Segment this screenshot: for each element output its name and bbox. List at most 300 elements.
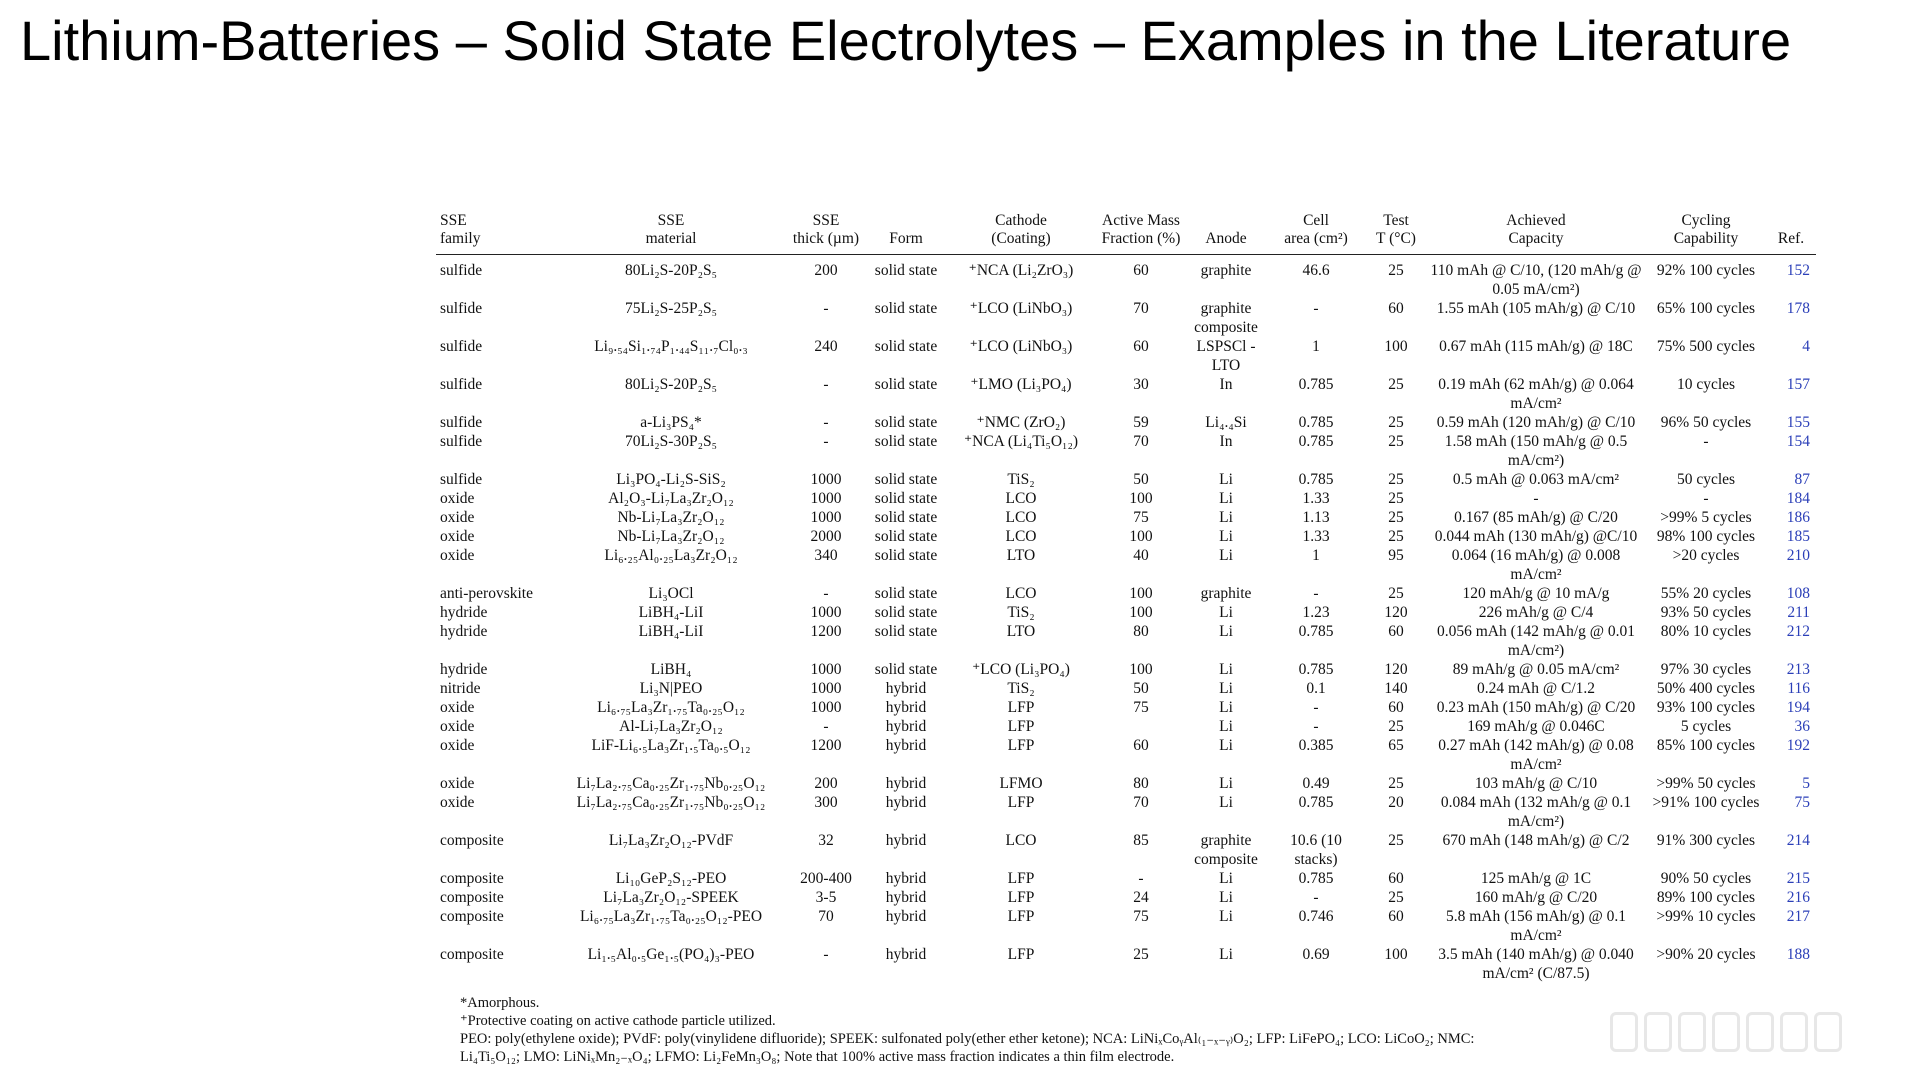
cell-cathode: TiS₂ — [1007, 604, 1035, 621]
cell-test-temperature: 25 — [1388, 471, 1404, 488]
cell-form: solid state — [874, 509, 938, 526]
cell-cycling-capability: 96% 50 cycles — [1660, 414, 1752, 431]
cell-active-mass-fraction: 60 — [1133, 737, 1149, 754]
cell-sse-thickness: - — [823, 585, 829, 602]
cell-cathode: LCO — [1005, 509, 1037, 526]
cell-active-mass-fraction: 100 — [1129, 490, 1153, 507]
cell-cell-area: 0.785 — [1298, 433, 1334, 450]
cell-anode: graphite — [1200, 585, 1252, 602]
cell-cathode: ⁺LMO (Li₃PO₄) — [970, 376, 1072, 393]
cell-ref[interactable]: 215 — [1786, 870, 1810, 887]
cell-sse-thickness: - — [823, 376, 829, 393]
table-row — [436, 698, 1816, 717]
cell-cathode: LFP — [1007, 946, 1035, 963]
cell-cathode: ⁺NMC (ZrO₂) — [976, 414, 1066, 431]
table-row — [436, 717, 1816, 736]
header-achieved-capacity — [1426, 210, 1646, 255]
cell-ref[interactable]: 188 — [1786, 946, 1810, 963]
cell-achieved-capacity: 0.167 (85 mAh/g) @ C/20 — [1454, 509, 1618, 526]
cell-sse-material: LiBH₄-LiI — [638, 623, 704, 640]
cell-ref[interactable]: 75 — [1794, 794, 1810, 811]
cell-cycling-capability: >90% 20 cycles — [1656, 946, 1756, 963]
table-row — [436, 413, 1816, 432]
cell-cell-area: 0.69 — [1302, 946, 1330, 963]
cell-sse-family: oxide — [440, 737, 475, 754]
cell-sse-family: nitride — [440, 680, 481, 697]
cell-anode: graphite — [1200, 262, 1252, 279]
cell-cell-area: 1.33 — [1302, 490, 1330, 507]
cell-sse-family: sulfide — [440, 262, 483, 279]
cell-cell-area: 0.49 — [1302, 775, 1330, 792]
cell-sse-material: 80Li₂S-20P₂S₅ — [624, 376, 717, 393]
cell-form: solid state — [874, 262, 938, 279]
cell-sse-material: Li₇La₂.₇₅Ca₀.₂₅Zr₁.₇₅Nb₀.₂₅O₁₂ — [576, 775, 766, 792]
table-row — [436, 470, 1816, 489]
cell-active-mass-fraction: 59 — [1133, 414, 1149, 431]
cell-ref[interactable]: 192 — [1786, 737, 1810, 754]
cell-ref[interactable]: 214 — [1786, 832, 1810, 849]
cell-sse-family: sulfide — [440, 376, 483, 393]
cell-form: solid state — [874, 490, 938, 507]
cell-sse-thickness: 1000 — [810, 509, 842, 526]
header-line-1: Test — [1383, 212, 1409, 229]
cell-cell-area: 0.785 — [1298, 376, 1334, 393]
cell-sse-material: LiBH₄-LiI — [638, 604, 704, 621]
cell-sse-family: composite — [440, 870, 504, 887]
cell-test-temperature: 25 — [1388, 262, 1404, 279]
cell-active-mass-fraction: 70 — [1133, 433, 1149, 450]
cell-form: hybrid — [885, 889, 927, 906]
header-line-2: Form — [889, 230, 923, 247]
cell-ref[interactable]: 152 — [1786, 262, 1810, 279]
cell-test-temperature: 25 — [1388, 509, 1404, 526]
cell-form: solid state — [874, 585, 938, 602]
cell-cycling-capability: 93% 50 cycles — [1660, 604, 1752, 621]
cell-cathode: TiS₂ — [1007, 680, 1035, 697]
cell-cycling-capability: >91% 100 cycles — [1652, 794, 1760, 811]
cell-active-mass-fraction: 75 — [1133, 908, 1149, 925]
cell-sse-material: LiF-Li₆.₅La₃Zr₁.₅Ta₀.₅O₁₂ — [591, 737, 751, 754]
cell-ref[interactable]: 185 — [1786, 528, 1810, 545]
cell-anode: In — [1219, 433, 1233, 450]
cell-cathode: ⁺NCA (Li₄Ti₅O₁₂) — [963, 433, 1079, 450]
cell-cell-area: 10.6 (10 stacks) — [1290, 832, 1342, 868]
table-row — [436, 907, 1816, 945]
cell-anode: Li — [1219, 946, 1233, 963]
cell-active-mass-fraction: 70 — [1133, 794, 1149, 811]
cell-cathode: ⁺LCO (LiNbO₃) — [969, 300, 1073, 317]
footnote-amorphous: *Amorphous. — [460, 995, 540, 1011]
cell-form: solid state — [874, 338, 938, 355]
cell-sse-family: oxide — [440, 509, 475, 526]
cell-test-temperature: 120 — [1384, 661, 1408, 678]
cell-cathode: LCO — [1005, 490, 1037, 507]
cell-sse-family: oxide — [440, 490, 475, 507]
cell-active-mass-fraction: 30 — [1133, 376, 1149, 393]
cell-sse-thickness: 1000 — [810, 661, 842, 678]
header-line-2: Capability — [1673, 230, 1739, 247]
cell-anode: Li — [1219, 509, 1233, 526]
cell-achieved-capacity: 0.044 mAh (130 mAh/g) @C/10 — [1434, 528, 1638, 545]
cell-cell-area: - — [1313, 718, 1319, 735]
cell-test-temperature: 100 — [1384, 338, 1408, 355]
cell-sse-thickness: - — [823, 414, 829, 431]
table-row — [436, 679, 1816, 698]
cell-achieved-capacity: 670 mAh (148 mAh/g) @ C/2 — [1442, 832, 1630, 849]
cell-anode: Li — [1219, 889, 1233, 906]
cell-cell-area: 0.785 — [1298, 661, 1334, 678]
cell-ref[interactable]: 178 — [1786, 300, 1810, 317]
cell-cell-area: 1.23 — [1302, 604, 1330, 621]
cell-sse-family: composite — [440, 832, 504, 849]
cell-form: hybrid — [885, 737, 927, 754]
table-row — [436, 489, 1816, 508]
header-test-temperature — [1366, 210, 1426, 255]
header-line-1: Cathode — [995, 212, 1047, 229]
cell-achieved-capacity: 110 mAh @ C/10, (120 mAh/g @ 0.05 mA/cm²) — [1430, 262, 1642, 298]
cell-cycling-capability: >99% 5 cycles — [1660, 509, 1752, 526]
cell-cell-area: - — [1313, 585, 1319, 602]
cell-active-mass-fraction: 85 — [1133, 832, 1149, 849]
cell-cathode: LFP — [1007, 889, 1035, 906]
cell-form: hybrid — [885, 870, 927, 887]
cell-ref[interactable]: 213 — [1786, 661, 1810, 678]
cell-test-temperature: 65 — [1388, 737, 1404, 754]
table-row — [436, 337, 1816, 375]
cell-form: solid state — [874, 623, 938, 640]
cell-sse-thickness: 1000 — [810, 471, 842, 488]
cell-ref[interactable]: 210 — [1786, 547, 1810, 564]
header-form — [866, 210, 946, 255]
cell-cell-area: 0.785 — [1298, 870, 1334, 887]
cell-sse-family: sulfide — [440, 300, 483, 317]
literature-table — [436, 210, 1816, 983]
cell-cell-area: 1.33 — [1302, 528, 1330, 545]
cell-cell-area: 0.385 — [1298, 737, 1334, 754]
table-row — [436, 255, 1816, 300]
table-row — [436, 831, 1816, 869]
cell-ref[interactable]: 87 — [1794, 471, 1810, 488]
cell-test-temperature: 25 — [1388, 832, 1404, 849]
cell-ref[interactable]: 217 — [1786, 908, 1810, 925]
cell-sse-thickness: 240 — [814, 338, 838, 355]
cell-cell-area: 0.746 — [1298, 908, 1334, 925]
cell-sse-thickness: 32 — [818, 832, 834, 849]
table-row — [436, 869, 1816, 888]
cell-anode: Li — [1219, 870, 1233, 887]
table-row — [436, 584, 1816, 603]
cell-cycling-capability: 75% 500 cycles — [1656, 338, 1756, 355]
cell-cycling-capability: 65% 100 cycles — [1656, 300, 1756, 317]
cell-cell-area: 1 — [1312, 547, 1320, 564]
cell-cell-area: 0.785 — [1298, 414, 1334, 431]
header-anode — [1186, 210, 1266, 255]
header-line-2: thick (µm) — [792, 230, 860, 247]
cell-cathode: LFP — [1007, 737, 1035, 754]
cell-sse-family: sulfide — [440, 433, 483, 450]
header-line-1: Active Mass — [1102, 212, 1180, 229]
cell-test-temperature: 20 — [1388, 794, 1404, 811]
cell-sse-family: hydride — [440, 661, 488, 678]
cell-sse-material: Li₃OCl — [648, 585, 694, 602]
cell-cycling-capability: >99% 10 cycles — [1656, 908, 1756, 925]
cell-sse-family: sulfide — [440, 338, 483, 355]
cell-anode: Li — [1219, 623, 1233, 640]
table-row — [436, 774, 1816, 793]
header-line-1: Cycling — [1681, 212, 1731, 229]
header-line-2: Fraction (%) — [1101, 230, 1181, 247]
cell-anode: Li — [1219, 794, 1233, 811]
cell-test-temperature: 25 — [1388, 433, 1404, 450]
cell-form: hybrid — [885, 908, 927, 925]
cell-cycling-capability: 97% 30 cycles — [1660, 661, 1752, 678]
cell-sse-family: anti-perovskite — [440, 585, 533, 602]
cell-test-temperature: 25 — [1388, 585, 1404, 602]
cell-anode: graphite composite — [1194, 300, 1258, 336]
cell-anode: In — [1219, 376, 1233, 393]
cell-achieved-capacity: 3.5 mAh (140 mAh/g) @ 0.040 mA/cm² (C/87.5) — [1438, 946, 1634, 982]
cell-cycling-capability: >99% 50 cycles — [1656, 775, 1756, 792]
header-line-2: Capacity — [1508, 230, 1564, 247]
cell-sse-family: composite — [440, 889, 504, 906]
cell-sse-thickness: - — [823, 718, 829, 735]
cell-anode: Li₄.₄Si — [1205, 414, 1247, 431]
header-cycling-capability — [1646, 210, 1766, 255]
cell-sse-family: hydride — [440, 604, 488, 621]
cell-sse-thickness: - — [823, 946, 829, 963]
cell-sse-material: Li₆.₂₅Al₀.₂₅La₃Zr₂O₁₂ — [604, 547, 738, 564]
cell-cycling-capability: >20 cycles — [1672, 547, 1740, 564]
cell-anode: Li — [1219, 661, 1233, 678]
cell-test-temperature: 60 — [1388, 699, 1404, 716]
cell-sse-family: sulfide — [440, 414, 483, 431]
cell-ref[interactable]: 4 — [1802, 338, 1810, 355]
table-row — [436, 793, 1816, 831]
cell-sse-material: a-Li₃PS₄* — [640, 414, 702, 431]
table-row — [436, 945, 1816, 983]
cell-sse-material: Al-Li₇La₃Zr₂O₁₂ — [619, 718, 723, 735]
cell-form: hybrid — [885, 718, 927, 735]
cell-achieved-capacity: 1.55 mAh (105 mAh/g) @ C/10 — [1436, 300, 1636, 317]
cell-ref[interactable]: 211 — [1787, 604, 1810, 621]
cell-test-temperature: 60 — [1388, 623, 1404, 640]
footnote-coating: ⁺Protective coating on active cathode particle utilized. — [460, 1013, 776, 1029]
cell-active-mass-fraction — [1096, 717, 1186, 736]
cell-sse-material: Li₁.₅Al₀.₅Ge₁.₅(PO₄)₃-PEO — [587, 946, 755, 963]
cell-anode: Li — [1219, 528, 1233, 545]
cell-active-mass-fraction: 24 — [1133, 889, 1149, 906]
cell-active-mass-fraction: 60 — [1133, 338, 1149, 355]
cell-sse-thickness: 340 — [814, 547, 838, 564]
cell-sse-material: 80Li₂S-20P₂S₅ — [624, 262, 717, 279]
cell-active-mass-fraction: 100 — [1129, 528, 1153, 545]
cell-test-temperature: 100 — [1384, 946, 1408, 963]
cell-active-mass-fraction: 75 — [1133, 699, 1149, 716]
cell-achieved-capacity: - — [1533, 490, 1539, 507]
cell-sse-thickness: 200 — [814, 775, 838, 792]
cell-sse-material: Li₃PO₄-Li₂S-SiS₂ — [616, 471, 726, 488]
cell-sse-family: composite — [440, 908, 504, 925]
cell-sse-thickness: 1000 — [810, 680, 842, 697]
cell-form: solid state — [874, 604, 938, 621]
cell-form: solid state — [874, 661, 938, 678]
cell-cycling-capability: 91% 300 cycles — [1656, 832, 1756, 849]
table-row — [436, 299, 1816, 337]
cell-cathode: LTO — [1006, 623, 1036, 640]
cell-cathode: LFP — [1007, 794, 1035, 811]
cell-sse-thickness: 1200 — [810, 623, 842, 640]
cell-cell-area: 1 — [1312, 338, 1320, 355]
cell-sse-material: Li₁₀GeP₂S₁₂-PEO — [615, 870, 727, 887]
cell-cycling-capability: 90% 50 cycles — [1660, 870, 1752, 887]
cell-achieved-capacity: 1.58 mAh (150 mAh/g @ 0.5 mA/cm²) — [1444, 433, 1628, 469]
cell-achieved-capacity: 120 mAh/g @ 10 mA/g — [1462, 585, 1610, 602]
cell-achieved-capacity: 0.084 mAh (132 mAh/g @ 0.1 mA/cm²) — [1440, 794, 1632, 830]
cell-active-mass-fraction: 60 — [1133, 262, 1149, 279]
cell-form: hybrid — [885, 775, 927, 792]
cell-sse-material: Li₇La₂.₇₅Ca₀.₂₅Zr₁.₇₅Nb₀.₂₅O₁₂ — [576, 794, 766, 811]
cell-form: solid state — [874, 376, 938, 393]
cell-achieved-capacity: 0.064 (16 mAh/g) @ 0.008 mA/cm² — [1451, 547, 1621, 583]
cell-ref[interactable]: 216 — [1786, 889, 1810, 906]
watermark-graphic — [1610, 1012, 1910, 1054]
cell-achieved-capacity: 0.67 mAh (115 mAh/g) @ 18C — [1439, 338, 1633, 355]
cell-sse-thickness: 1200 — [810, 737, 842, 754]
cell-cell-area: 0.785 — [1298, 471, 1334, 488]
cell-test-temperature: 25 — [1388, 528, 1404, 545]
cell-cathode: LCO — [1005, 528, 1037, 545]
header-line-2: Ref. — [1777, 230, 1805, 247]
cell-test-temperature: 140 — [1384, 680, 1408, 697]
cell-test-temperature: 60 — [1388, 300, 1404, 317]
header-active-mass-fraction — [1096, 210, 1186, 255]
cell-active-mass-fraction: 100 — [1129, 585, 1153, 602]
header-line-2: T (°C) — [1376, 230, 1416, 247]
cell-sse-thickness: - — [823, 433, 829, 450]
cell-anode: Li — [1219, 908, 1233, 925]
cell-sse-material: Li₇La₃Zr₂O₁₂-PVdF — [608, 832, 734, 849]
table-row — [436, 432, 1816, 470]
cell-cathode: ⁺LCO (LiNbO₃) — [969, 338, 1073, 355]
cell-ref[interactable]: 108 — [1786, 585, 1810, 602]
cell-test-temperature: 60 — [1388, 870, 1404, 887]
cell-anode: Li — [1219, 737, 1233, 754]
cell-cell-area: 46.6 — [1302, 262, 1330, 279]
cell-ref[interactable]: 116 — [1787, 680, 1810, 697]
table-row — [436, 603, 1816, 622]
cell-form: solid state — [874, 300, 938, 317]
cell-cathode: LFP — [1007, 718, 1035, 735]
cell-cycling-capability: - — [1703, 433, 1709, 450]
cell-cycling-capability: 93% 100 cycles — [1656, 699, 1756, 716]
cell-sse-material: LiBH₄ — [650, 661, 692, 678]
cell-cell-area: 0.785 — [1298, 794, 1334, 811]
cell-ref[interactable]: 36 — [1794, 718, 1810, 735]
cell-sse-thickness: 1000 — [810, 699, 842, 716]
cell-sse-material: Li₆.₇₅La₃Zr₁.₇₅Ta₀.₂₅O₁₂-PEO — [579, 908, 763, 925]
cell-cathode: LFP — [1007, 908, 1035, 925]
header-line-2: material — [645, 230, 697, 247]
cell-active-mass-fraction: 80 — [1133, 775, 1149, 792]
cell-achieved-capacity: 160 mAh/g @ C/20 — [1474, 889, 1598, 906]
cell-cycling-capability: 5 cycles — [1680, 718, 1732, 735]
cell-sse-thickness: 1000 — [810, 604, 842, 621]
table-body — [436, 255, 1816, 984]
header-line-1: SSE — [812, 212, 840, 229]
cell-sse-family: composite — [440, 946, 504, 963]
cell-sse-material: Nb-Li₇La₃Zr₂O₁₂ — [617, 528, 725, 545]
cell-sse-material: Li₇La₃Zr₂O₁₂-SPEEK — [603, 889, 739, 906]
cell-active-mass-fraction: 75 — [1133, 509, 1149, 526]
cell-test-temperature: 95 — [1388, 547, 1404, 564]
cell-form: solid state — [874, 547, 938, 564]
cell-cycling-capability: 50% 400 cycles — [1656, 680, 1756, 697]
cell-test-temperature: 25 — [1388, 775, 1404, 792]
table-row — [436, 508, 1816, 527]
header-line-2: area (cm²) — [1284, 230, 1348, 247]
cell-ref[interactable]: 212 — [1786, 623, 1810, 640]
cell-achieved-capacity: 0.19 mAh (62 mAh/g) @ 0.064 mA/cm² — [1438, 376, 1634, 412]
table-header-row — [436, 210, 1816, 255]
cell-active-mass-fraction: 100 — [1129, 661, 1153, 678]
literature-table-container — [436, 210, 1816, 983]
cell-test-temperature: 120 — [1384, 604, 1408, 621]
cell-cycling-capability: - — [1703, 490, 1709, 507]
cell-form: hybrid — [885, 794, 927, 811]
cell-anode: Li — [1219, 718, 1233, 735]
cell-sse-material: Al₂O₃-Li₇La₃Zr₂O₁₂ — [608, 490, 734, 507]
table-row — [436, 546, 1816, 584]
cell-cycling-capability: 85% 100 cycles — [1656, 737, 1756, 754]
header-sse-material — [556, 210, 786, 255]
cell-form: hybrid — [885, 680, 927, 697]
cell-anode: Li — [1219, 680, 1233, 697]
cell-active-mass-fraction: - — [1138, 870, 1144, 887]
cell-ref[interactable]: 186 — [1786, 509, 1810, 526]
cell-ref[interactable]: 154 — [1786, 433, 1810, 450]
cell-ref[interactable]: 184 — [1786, 490, 1810, 507]
header-cell-area — [1266, 210, 1366, 255]
cell-achieved-capacity: 0.27 mAh (142 mAh/g) @ 0.08 mA/cm² — [1438, 737, 1634, 773]
cell-anode: graphite composite — [1194, 832, 1258, 868]
cell-cell-area: - — [1313, 699, 1319, 716]
cell-sse-family: oxide — [440, 528, 475, 545]
cell-ref[interactable]: 194 — [1786, 699, 1810, 716]
cell-achieved-capacity: 125 mAh/g @ 1C — [1480, 870, 1592, 887]
cell-ref[interactable]: 5 — [1802, 775, 1810, 792]
cell-achieved-capacity: 0.59 mAh (120 mAh/g) @ C/10 — [1436, 414, 1636, 431]
cell-sse-family: oxide — [440, 775, 475, 792]
header-cathode — [946, 210, 1096, 255]
cell-ref[interactable]: 157 — [1786, 376, 1810, 393]
header-line-1: Achieved — [1506, 212, 1566, 229]
header-line-1: Cell — [1303, 212, 1329, 229]
cell-active-mass-fraction: 40 — [1133, 547, 1149, 564]
cell-sse-thickness: 3-5 — [815, 889, 837, 906]
cell-sse-family: hydride — [440, 623, 488, 640]
cell-sse-material: Li₉.₅₄Si₁.₇₄P₁.₄₄S₁₁.₇Cl₀.₃ — [594, 338, 748, 355]
header-line-2: Anode — [1205, 230, 1247, 247]
header-line-2: (Coating) — [991, 230, 1051, 247]
cell-anode: Li — [1219, 699, 1233, 716]
cell-sse-thickness: 200-400 — [800, 870, 852, 887]
cell-test-temperature: 25 — [1388, 889, 1404, 906]
cell-ref[interactable]: 155 — [1786, 414, 1810, 431]
cell-achieved-capacity: 169 mAh/g @ 0.046C — [1467, 718, 1605, 735]
cell-active-mass-fraction: 100 — [1129, 604, 1153, 621]
cell-cathode: TiS₂ — [1007, 471, 1035, 488]
cell-achieved-capacity: 0.5 mAh @ 0.063 mA/cm² — [1452, 471, 1620, 488]
